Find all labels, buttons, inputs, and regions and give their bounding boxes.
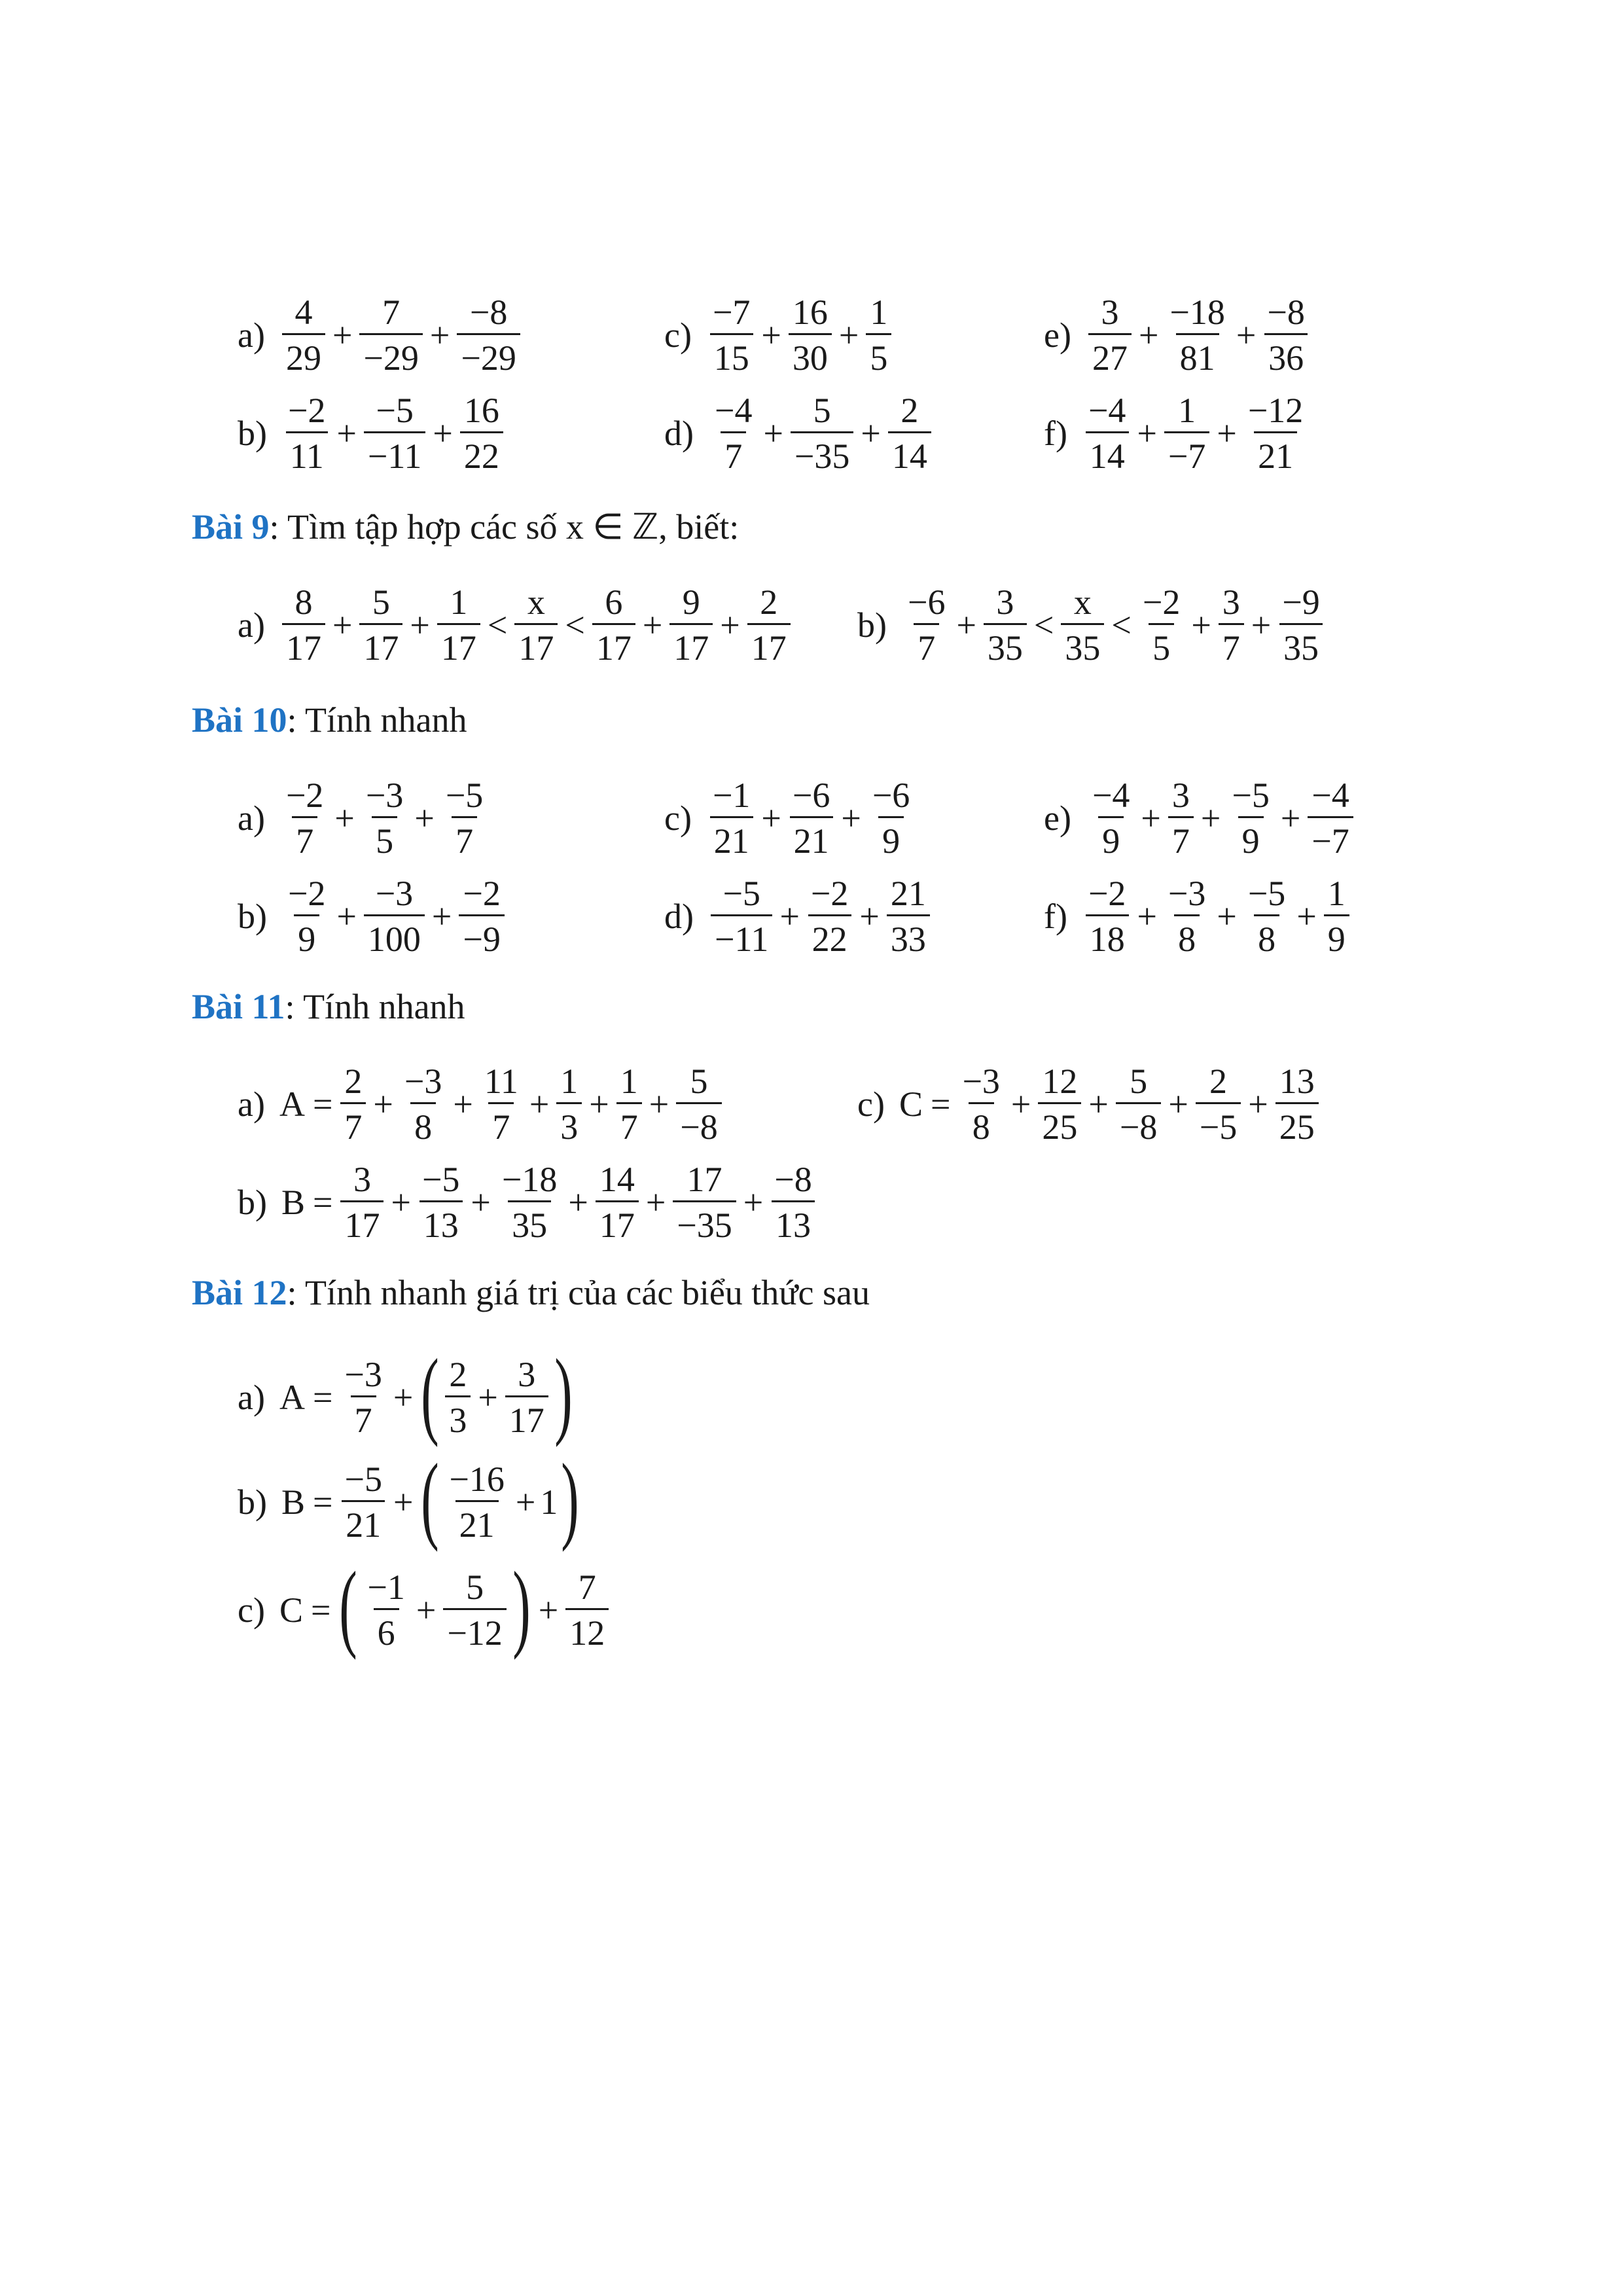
bai9-b: b) $\frac{-6}{7}$ + $\frac{3}{35}$ < $\frac{x}{35}$ < $\frac{-2}{5}$ + $\frac{3}{7}$ + $\frac{-9}{35}$: [857, 584, 1327, 666]
bai8-d: d) $\frac{-4}{7}$ + $\frac{5}{-35}$ + $\frac{2}{14}$: [664, 393, 934, 474]
item-label: c): [664, 315, 692, 355]
exercise-instruction: : Tìm tập hợp các số x ∈ ℤ, biết:: [269, 507, 740, 547]
item-label: c): [857, 1085, 885, 1124]
bai11-heading: [192, 987, 465, 1026]
fraction: $\frac{7}{12}$: [565, 1570, 609, 1651]
fraction: $\frac{-6}{7}$: [907, 583, 946, 668]
fraction: $\frac{5}{-8}$: [1116, 1064, 1161, 1145]
fraction: $\frac{21}{33}$: [887, 876, 930, 957]
fraction: $\frac{-3}{100}$: [364, 876, 425, 957]
fraction: $\frac{-2}{11}$: [284, 393, 329, 474]
variable-name: C: [279, 1590, 303, 1630]
bai8-e: e) $\frac{3}{27}$ + $\frac{-18}{81}$ + $\frac{-8}{36}$: [1044, 295, 1311, 376]
fraction: $\frac{1}{9}$: [1324, 876, 1349, 957]
fraction: $\frac{-2}{18}$: [1084, 876, 1130, 957]
item-label: a): [238, 1085, 265, 1124]
fraction: $\frac{1}{-7}$: [1164, 393, 1209, 474]
fraction: $\frac{-2}{-9}$: [459, 876, 504, 957]
fraction: $\frac{-5}{9}$: [1232, 776, 1270, 861]
item-label: a): [238, 1378, 265, 1417]
right-paren: ): [554, 1339, 573, 1448]
item-label: e): [1044, 315, 1071, 355]
fraction: $\frac{-6}{9}$: [872, 776, 910, 861]
fraction: $\frac{2}{14}$: [888, 393, 931, 474]
fraction: $\frac{17}{-35}$: [673, 1162, 736, 1243]
bai12-c: c) C = ( $\frac{-1}{6}$ + $\frac{5}{-12}$ ) + $\frac{7}{12}$: [238, 1561, 611, 1659]
bai12-b: b) B = $\frac{-5}{21}$ + ( $\frac{-16}{21}$ + 1 ): [238, 1444, 580, 1552]
bai9-a: a) $\frac{8}{17}$ + $\frac{5}{17}$ + $\frac{1}{17}$ < $\frac{x}{17}$ < $\frac{6}{17}$ + $\frac{9}{17}$ + $\frac{2}{17}$: [238, 584, 793, 666]
variable-name: A: [279, 1378, 305, 1417]
bai9-heading: [192, 507, 739, 547]
fraction: $\frac{-7}{15}$: [709, 295, 754, 376]
fraction: $\frac{14}{17}$: [596, 1162, 639, 1243]
bai10-e: e) $\frac{-4}{9}$ + $\frac{3}{7}$ + $\frac{-5}{9}$ + $\frac{-4}{-7}$: [1044, 778, 1356, 859]
fraction: $\frac{2}{3}$: [445, 1357, 471, 1438]
item-label: a): [238, 798, 265, 838]
left-paren: (: [339, 1552, 358, 1660]
fraction: $\frac{9}{17}$: [669, 584, 713, 666]
bai10-c: c) $\frac{-1}{21}$ + $\frac{-6}{21}$ + $\frac{-6}{9}$: [664, 778, 916, 859]
exercise-number: Bài 10: [192, 700, 287, 740]
fraction: $\frac{-5}{-11}$: [364, 393, 425, 474]
item-label: b): [238, 414, 267, 453]
fraction: $\frac{-4}{9}$: [1092, 776, 1130, 861]
fraction: $\frac{-3}{7}$: [344, 1355, 382, 1440]
fraction: $\frac{5}{-12}$: [443, 1570, 506, 1651]
fraction: $\frac{-5}{8}$: [1247, 874, 1286, 959]
fraction: $\frac{-4}{-7}$: [1308, 778, 1353, 859]
item-label: f): [1044, 414, 1067, 453]
fraction: $\frac{3}{27}$: [1088, 295, 1132, 376]
fraction: $\frac{13}{25}$: [1275, 1064, 1319, 1145]
fraction: $\frac{-6}{21}$: [789, 778, 834, 859]
constant: 1: [540, 1482, 558, 1522]
fraction: $\frac{2}{7}$: [340, 1064, 366, 1145]
fraction: $\frac{-5}{13}$: [418, 1162, 463, 1243]
fraction: $\frac{-18}{81}$: [1169, 293, 1225, 378]
fraction: $\frac{4}{29}$: [282, 295, 325, 376]
fraction: $\frac{3}{17}$: [340, 1162, 383, 1243]
fraction: $\frac{-3}{8}$: [1168, 874, 1206, 959]
bai11-a: a) A = $\frac{2}{7}$ + $\frac{-3}{8}$ + $\frac{11}{7}$ + $\frac{1}{3}$ + $\frac{1}{7}$ + $\frac{5}{-8}$: [238, 1064, 724, 1145]
fraction: $\frac{-4}{14}$: [1084, 393, 1130, 474]
variable-name: A: [279, 1085, 305, 1124]
fraction: $\frac{x}{35}$: [1061, 584, 1104, 666]
bai10-heading: [192, 700, 467, 740]
fraction: $\frac{-1}{21}$: [709, 778, 754, 859]
item-label: d): [664, 414, 694, 453]
fraction: $\frac{-12}{21}$: [1247, 391, 1304, 476]
bai11-c: c) C = $\frac{-3}{8}$ + $\frac{12}{25}$ + $\frac{5}{-8}$ + $\frac{2}{-5}$ + $\frac{13}{25}$: [857, 1064, 1321, 1145]
fraction: $\frac{3}{7}$: [1219, 584, 1244, 666]
variable-name: C: [899, 1085, 923, 1124]
fraction: $\frac{-2}{5}$: [1142, 583, 1181, 668]
bai8-f: f) $\frac{-4}{14}$ + $\frac{1}{-7}$ + $\frac{-12}{21}$: [1044, 393, 1310, 474]
fraction: $\frac{8}{17}$: [282, 584, 325, 666]
fraction: $\frac{3}{17}$: [505, 1357, 548, 1438]
exercise-number: Bài 12: [192, 1273, 287, 1312]
item-label: d): [664, 897, 694, 936]
item-label: b): [238, 1183, 267, 1222]
left-paren: (: [421, 1339, 440, 1448]
fraction: $\frac{16}{22}$: [460, 393, 503, 474]
fraction: $\frac{-1}{6}$: [367, 1568, 405, 1653]
left-paren: (: [421, 1444, 440, 1552]
fraction: $\frac{-3}{8}$: [404, 1062, 442, 1147]
right-paren: ): [561, 1444, 580, 1552]
fraction: $\frac{12}{25}$: [1038, 1064, 1081, 1145]
bai10-f: f) $\frac{-2}{18}$ + $\frac{-3}{8}$ + $\frac{-5}{8}$ + $\frac{1}{9}$: [1044, 876, 1352, 957]
fraction: $\frac{-2}{9}$: [287, 874, 326, 959]
fraction: $\frac{-9}{35}$: [1278, 584, 1323, 666]
bai11-b: b) B = $\frac{3}{17}$ + $\frac{-5}{13}$ + $\frac{-18}{35}$ + $\frac{14}{17}$ + $\frac{17}{-35}$ + $\frac{-8}{13}$: [238, 1162, 819, 1243]
item-label: e): [1044, 798, 1071, 838]
exercise-number: Bài 9: [192, 507, 270, 547]
fraction: $\frac{-5}{7}$: [445, 776, 484, 861]
item-label: a): [238, 315, 265, 355]
item-label: b): [857, 605, 887, 645]
fraction: $\frac{-2}{22}$: [807, 876, 852, 957]
item-label: b): [238, 897, 267, 936]
fraction: $\frac{1}{3}$: [556, 1064, 582, 1145]
fraction: $\frac{x}{17}$: [514, 584, 558, 666]
item-label: a): [238, 605, 265, 645]
exercise-instruction: : Tính nhanh: [285, 987, 465, 1026]
bai10-a: a) $\frac{-2}{7}$ + $\frac{-3}{5}$ + $\frac{-5}{7}$: [238, 778, 490, 859]
fraction: $\frac{5}{-35}$: [791, 393, 853, 474]
fraction: $\frac{5}{-8}$: [676, 1064, 721, 1145]
bai12-heading: [192, 1273, 870, 1312]
exercise-instruction: : Tính nhanh: [287, 700, 467, 740]
fraction: $\frac{-8}{13}$: [770, 1162, 815, 1243]
item-label: b): [238, 1482, 267, 1522]
fraction: $\frac{11}{7}$: [484, 1062, 518, 1147]
fraction: $\frac{-3}{5}$: [365, 776, 404, 861]
fraction: $\frac{-8}{36}$: [1263, 295, 1308, 376]
variable-name: B: [281, 1183, 306, 1222]
fraction: $\frac{7}{-29}$: [359, 295, 422, 376]
exercise-instruction: : Tính nhanh giá trị của các biểu thức sau: [287, 1273, 870, 1312]
bai8-a: a) $\frac{4}{29}$ + $\frac{7}{-29}$ + $\frac{-8}{-29}$: [238, 295, 523, 376]
fraction: $\frac{5}{17}$: [359, 584, 402, 666]
fraction: $\frac{1}{7}$: [616, 1064, 642, 1145]
fraction: $\frac{-4}{7}$: [714, 391, 753, 476]
fraction: $\frac{-16}{21}$: [449, 1460, 505, 1545]
fraction: $\frac{2}{17}$: [747, 584, 791, 666]
fraction: $\frac{16}{30}$: [789, 295, 832, 376]
fraction: $\frac{-3}{8}$: [962, 1062, 1000, 1147]
item-label: c): [664, 798, 692, 838]
fraction: $\frac{-18}{35}$: [501, 1160, 558, 1245]
right-paren: ): [512, 1552, 531, 1660]
fraction: $\frac{1}{17}$: [437, 584, 480, 666]
bai12-a: a) A = $\frac{-3}{7}$ + ( $\frac{2}{3}$ + $\frac{3}{17}$ ): [238, 1339, 573, 1448]
item-label: f): [1044, 897, 1067, 936]
fraction: $\frac{2}{-5}$: [1196, 1064, 1241, 1145]
variable-name: B: [281, 1482, 306, 1522]
bai10-d: d) $\frac{-5}{-11}$ + $\frac{-2}{22}$ + $\frac{21}{33}$: [664, 876, 933, 957]
bai8-b: b) $\frac{-2}{11}$ + $\frac{-5}{-11}$ + $\frac{16}{22}$: [238, 393, 506, 474]
fraction: $\frac{-5}{21}$: [340, 1462, 385, 1543]
fraction: $\frac{3}{35}$: [984, 584, 1027, 666]
fraction: $\frac{6}{17}$: [592, 584, 635, 666]
item-label: c): [238, 1590, 265, 1630]
fraction: $\frac{-5}{-11}$: [711, 876, 772, 957]
exercise-number: Bài 11: [192, 987, 285, 1026]
fraction: $\frac{-8}{-29}$: [457, 295, 520, 376]
bai8-c: c) $\frac{-7}{15}$ + $\frac{16}{30}$ + $\frac{1}{5}$: [664, 295, 894, 376]
bai10-b: b) $\frac{-2}{9}$ + $\frac{-3}{100}$ + $\frac{-2}{-9}$: [238, 876, 507, 957]
fraction: $\frac{1}{5}$: [866, 295, 891, 376]
fraction: $\frac{3}{7}$: [1168, 778, 1194, 859]
fraction: $\frac{-2}{7}$: [285, 776, 324, 861]
